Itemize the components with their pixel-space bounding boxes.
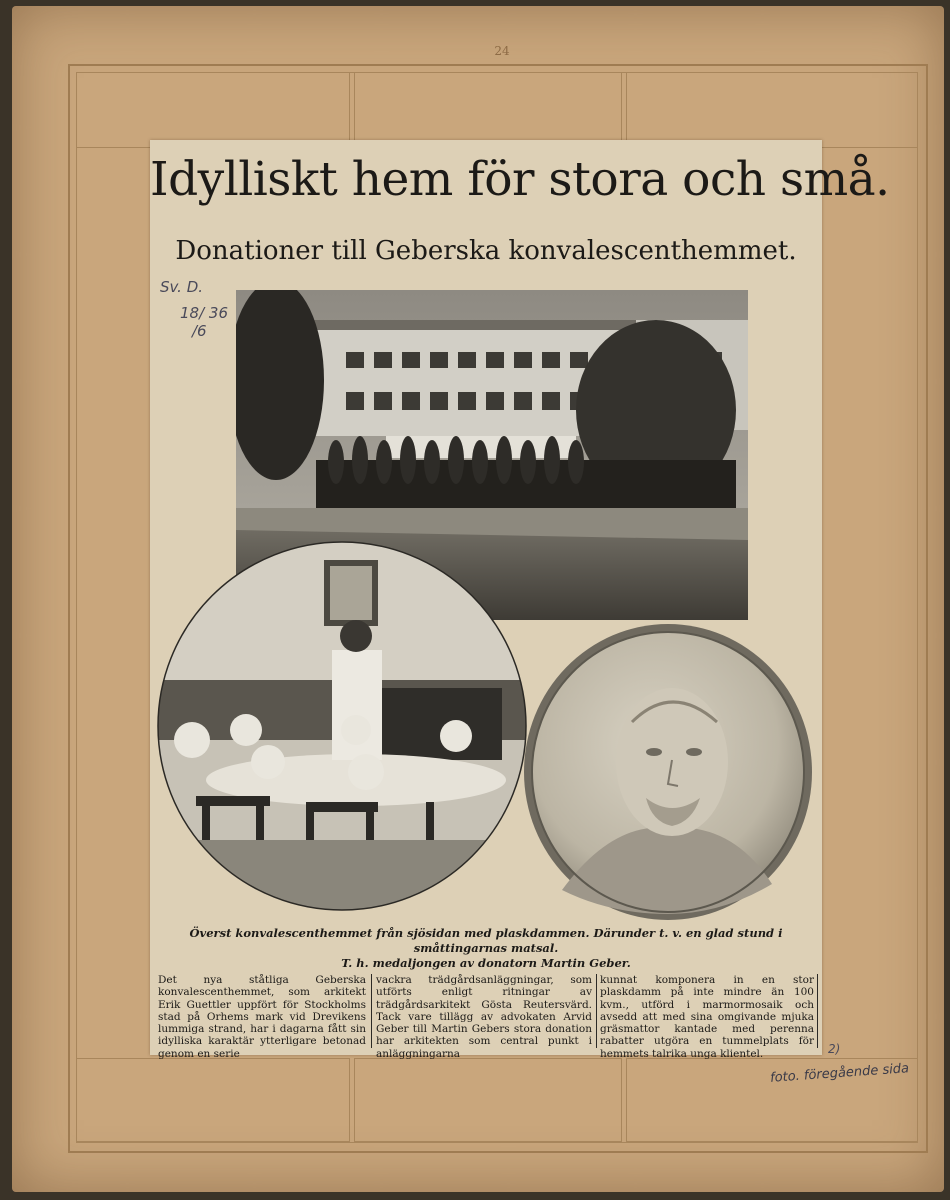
- article-column-3: kunnat komponera in en stor plaskdamm på inte mindre än 100 kvm., utförd i marmormosaik och avsedd att med sina omgivande mjuka gräsmattor kantade med perenna rabatter utgöra en tummelplats för hemmets talrika unga klientel.: [600, 974, 814, 1060]
- handwritten-date-month: /6: [192, 322, 207, 340]
- article-column-1: Det nya ståtliga Geberska konvalescenthemmet, som arkitekt Erik Guettler uppfört för Stockholms stad på Orhems mark vid Drevikens lummiga strand, har i dagarna fått sin idylliska karaktär ytterligare betonad genom en serie: [158, 974, 366, 1060]
- handwritten-source: Sv. D.: [160, 278, 204, 296]
- frame-panel: [354, 1058, 622, 1142]
- frame-panel: [354, 72, 622, 148]
- frame-panel: [76, 72, 350, 148]
- frame-panel: [626, 72, 918, 148]
- page-number: 24: [494, 44, 510, 58]
- article-column-2: vackra trädgårdsanläggningar, som utförts enligt ritningar av trädgårdsarkitekt Gösta Reutersvärd. Tack vare tillägg av advokaten Arvid Geber till Martin Gebers stora donation har arkitekten som central punkt i anläggningarna: [376, 974, 592, 1060]
- article-body: [152, 974, 818, 1060]
- headline: Idylliskt hem för stora och små.: [150, 152, 890, 207]
- margin-note: 2): [828, 1042, 841, 1056]
- photo-caption: [158, 926, 814, 971]
- photo-dining-room: [156, 540, 528, 912]
- handwritten-date: 18/ 36: [180, 304, 228, 322]
- column-rule: [596, 974, 597, 1048]
- photo-medallion: [522, 622, 814, 922]
- caption-line-2: T. h. medaljongen av donatorn Martin Geber.: [341, 956, 631, 970]
- subheadline: Donationer till Geberska konvalescenthemmet.: [175, 236, 797, 266]
- frame-panel: [76, 1058, 350, 1142]
- column-rule: [371, 974, 372, 1048]
- column-rule: [817, 974, 818, 1048]
- caption-line-1: Överst konvalescenthemmet från sjösidan med plaskdammen. Därunder t. v. en glad stund i småttingarnas matsal.: [189, 926, 783, 955]
- newspaper-clipping: [150, 140, 890, 1060]
- handwritten-corner-note: foto. föregående sida: [769, 1061, 910, 1086]
